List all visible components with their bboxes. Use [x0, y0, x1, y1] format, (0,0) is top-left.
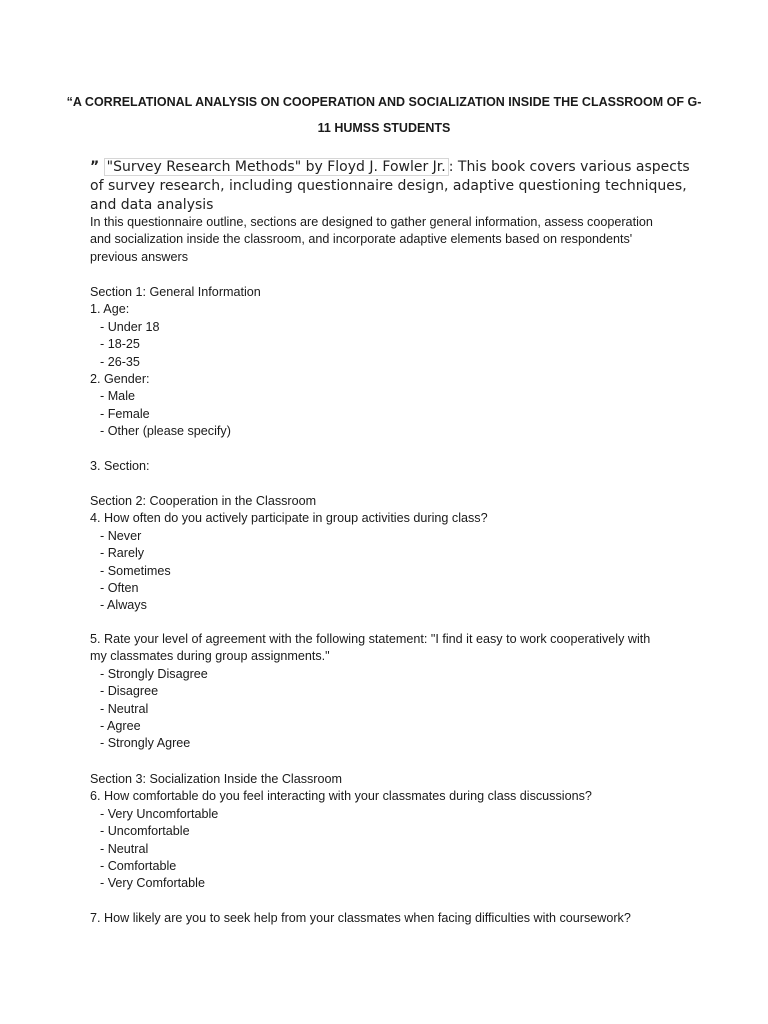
reference-paragraph	[90, 158, 690, 215]
option-item: - Agree	[100, 719, 141, 734]
question-agreement-line-2: my classmates during group assignments."	[90, 649, 330, 664]
option-item: - Neutral	[100, 701, 149, 716]
option-item: - Sometimes	[100, 563, 171, 578]
question-agreement-line-1: 5. Rate your level of agreement with the following statement: "I find it easy to work cooperatively with	[90, 632, 651, 646]
question-section-block	[90, 458, 690, 475]
question-gender: 2. Gender:	[90, 372, 150, 387]
document-title-line-1: “A CORRELATIONAL ANALYSIS ON COOPERATION AND SOCIALIZATION INSIDE THE CLASSROOM OF G-	[66, 95, 702, 109]
option-item: - Neutral	[100, 841, 149, 856]
question-agreement-block	[90, 631, 690, 753]
option-item: - 18-25	[100, 337, 140, 352]
reference-quote-mark: ”	[90, 159, 100, 175]
question-age: 1. Age:	[90, 302, 130, 317]
option-item: - Female	[100, 406, 150, 421]
option-item: - Very Comfortable	[100, 876, 205, 891]
intro-paragraph	[90, 214, 690, 266]
section-general-information	[90, 284, 690, 441]
intro-line: previous answers	[90, 249, 188, 264]
question-comfort: 6. How comfortable do you feel interacting with your classmates during class discussions?	[90, 789, 592, 804]
intro-line: In this questionnaire outline, sections are designed to gather general information, assess cooperation	[90, 215, 653, 229]
document-title-line-2: 11 HUMSS STUDENTS	[317, 121, 451, 135]
intro-line: and socialization inside the classroom, and incorporate adaptive elements based on respondents'	[90, 232, 633, 247]
option-item: - Male	[100, 389, 135, 404]
question-help-block	[90, 910, 690, 927]
question-section: 3. Section:	[90, 459, 150, 473]
option-item: - Strongly Disagree	[100, 666, 208, 681]
reference-description: : This book covers various aspects of survey research, including questionnaire design, adaptive questioning techniques, and data analysis	[90, 159, 690, 213]
reference-book-title: "Survey Research Methods" by Floyd J. Fowler Jr.	[104, 158, 449, 176]
option-item: - Comfortable	[100, 859, 177, 874]
section-heading: Section 3: Socialization Inside the Classroom	[90, 772, 343, 786]
question-help-seeking: 7. How likely are you to seek help from your classmates when facing difficulties with coursework?	[90, 911, 631, 925]
option-item: - Uncomfortable	[100, 824, 190, 839]
option-item: - Strongly Agree	[100, 736, 191, 751]
option-item: - Disagree	[100, 684, 159, 699]
option-item: - Other (please specify)	[100, 424, 231, 439]
option-item: - Very Uncomfortable	[100, 806, 219, 821]
section-heading: Section 2: Cooperation in the Classroom	[90, 494, 317, 508]
option-item: - Often	[100, 581, 139, 596]
option-item: - Never	[100, 528, 142, 543]
option-item: - Under 18	[100, 319, 160, 334]
section-socialization	[90, 771, 690, 893]
question-participation: 4. How often do you actively participate in group activities during class?	[90, 511, 488, 526]
option-item: - 26-35	[100, 354, 140, 369]
section-cooperation	[90, 493, 690, 615]
section-heading: Section 1: General Information	[90, 285, 261, 299]
option-item: - Always	[100, 598, 147, 613]
option-item: - Rarely	[100, 546, 145, 561]
